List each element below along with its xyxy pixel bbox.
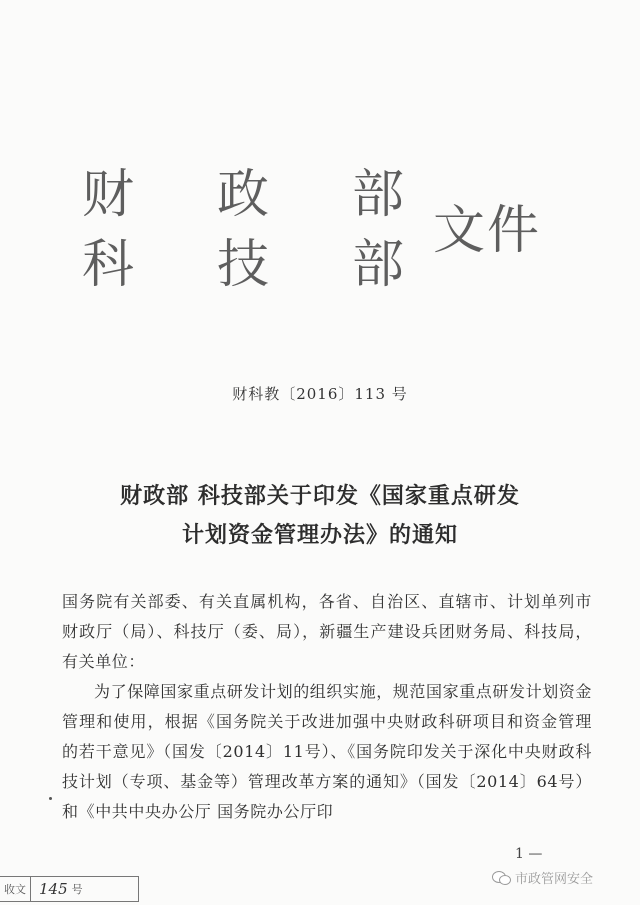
document-number: 财科教〔2016〕113 号 xyxy=(232,385,408,403)
issuer-row-finance xyxy=(78,165,408,225)
addressee-paragraph: 国务院有关部委、有关直属机构，各省、自治区、直辖市、计划单列市财政厅（局）、科技厅（委、局），新疆生产建设兵团财务局、科技局，有关单位： xyxy=(62,592,592,671)
watermark-text: 市政管网安全 xyxy=(515,872,594,887)
issuer-char: 技 xyxy=(216,235,269,295)
receipt-stamp xyxy=(0,876,139,902)
watermark xyxy=(492,868,593,887)
stamp-number: 145 xyxy=(39,880,68,898)
issuer-char: 科 xyxy=(81,235,134,295)
document-title-line2: 计划资金管理办法》的通知 xyxy=(181,523,458,548)
wechat-icon xyxy=(492,871,510,885)
document-header xyxy=(78,165,598,300)
stamp-label: 收文 xyxy=(0,877,31,901)
page-number: 1 — xyxy=(515,846,543,862)
document-title-line1: 财政部 科技部关于印发《国家重点研发 xyxy=(120,484,520,509)
document-body xyxy=(62,587,592,827)
issuer-char: 政 xyxy=(216,165,269,225)
issuer-char: 部 xyxy=(351,165,404,225)
document-word: 文件 xyxy=(433,201,542,261)
body-paragraph: 为了保障国家重点研发计划的组织实施，规范国家重点研发计划资金管理和使用，根据《国务院关于改进加强中央财政科研项目和资金管理的若干意见》（国发〔2014〕11号）、《国务院印发关于深化中央财政科技计划（专项、基金等）管理改革方案的通知》（国发〔2014〕64号）和《中共中央办公厅 国务院办公厅印 xyxy=(62,682,593,821)
issuer-row-science xyxy=(78,235,408,295)
stamp-suffix: 号 xyxy=(71,883,83,896)
margin-mark xyxy=(49,797,52,800)
issuer-char: 财 xyxy=(81,165,134,225)
issuer-char: 部 xyxy=(351,235,404,295)
